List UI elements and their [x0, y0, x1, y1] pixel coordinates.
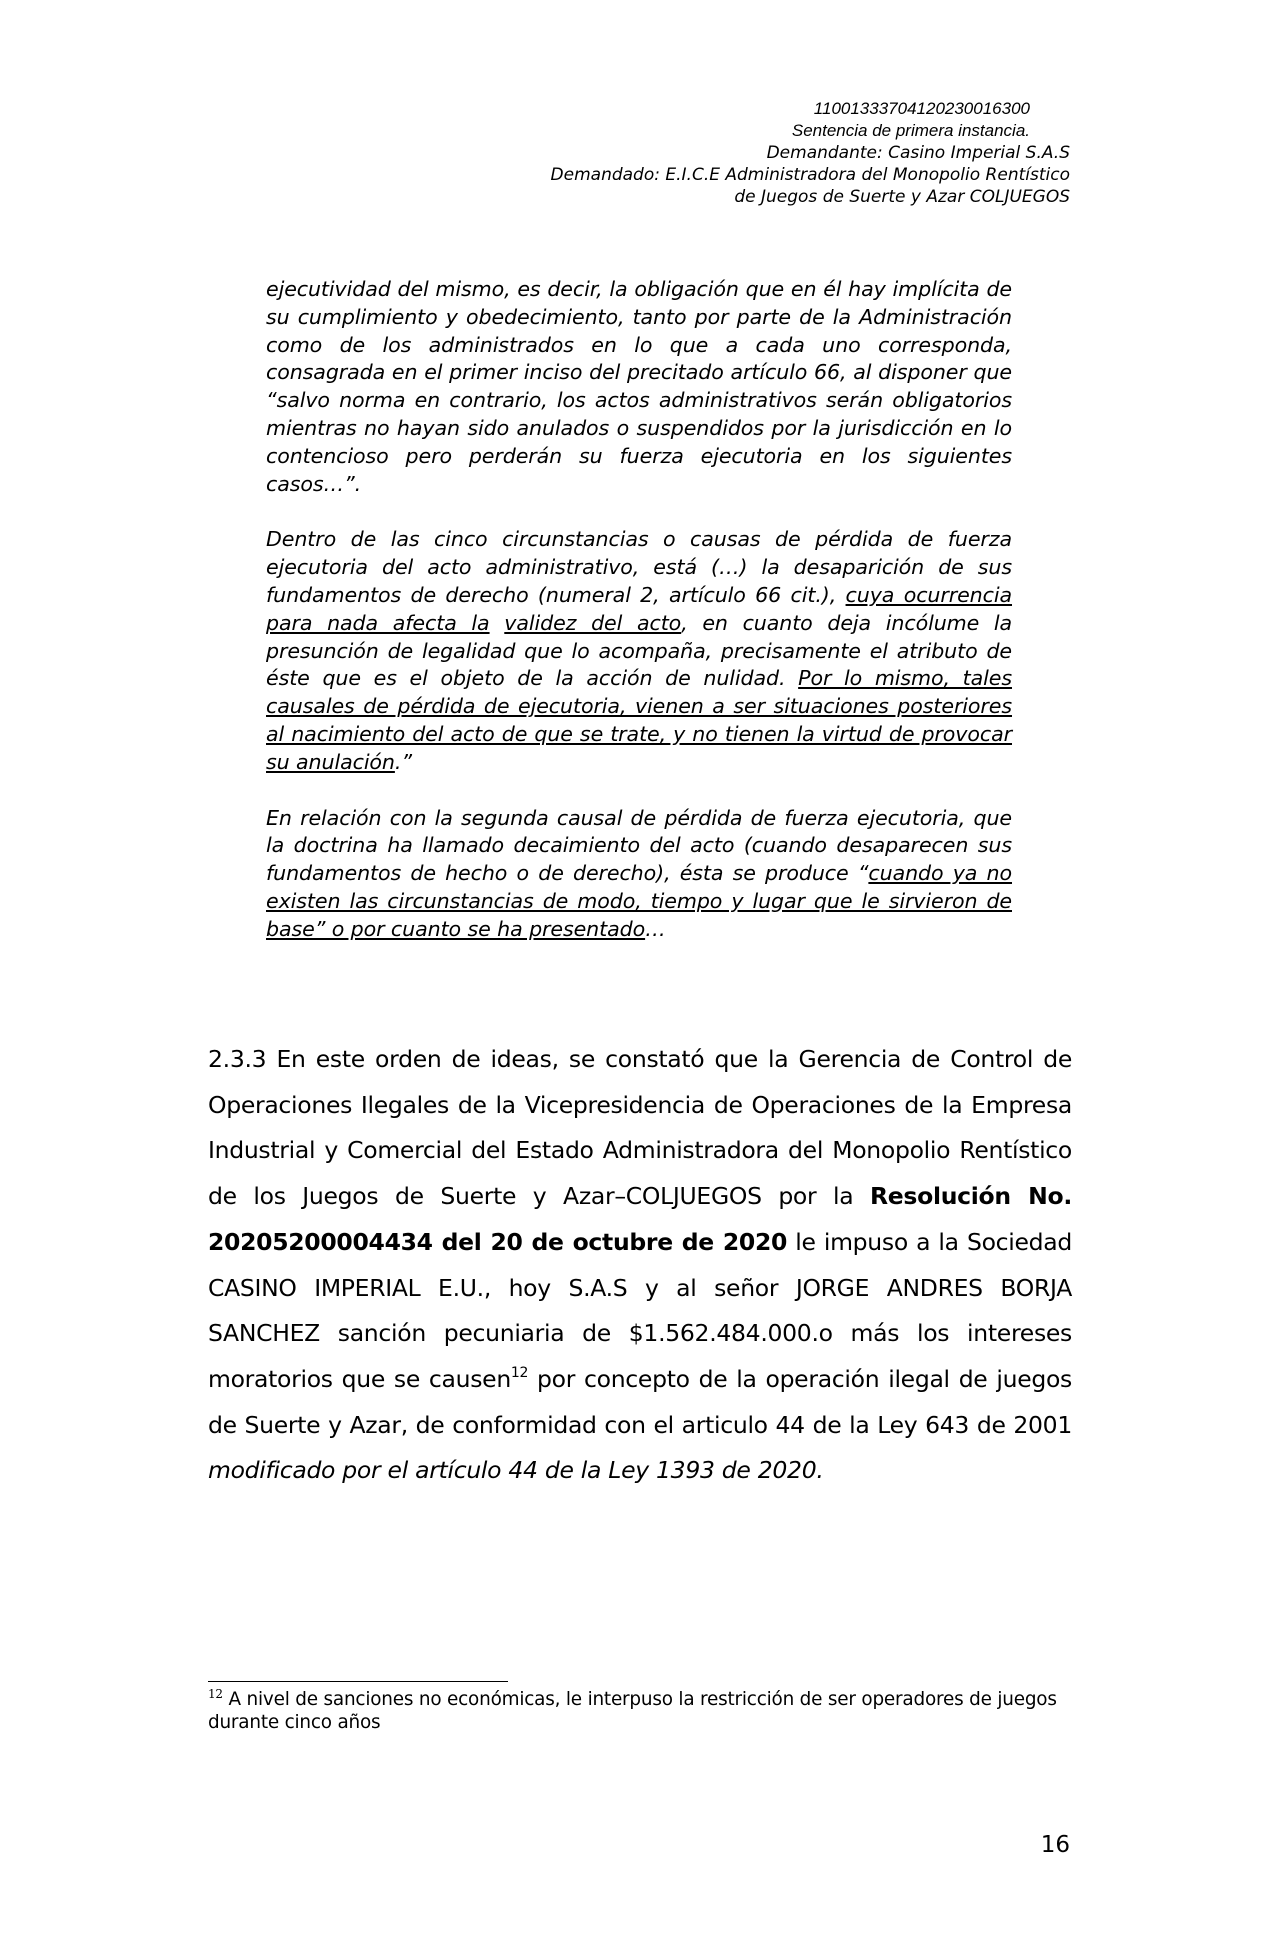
- underlined-text: validez del acto: [504, 610, 682, 635]
- defendant-line-1: Demandado: E.I.C.E Administradora del Monopolio Rentístico: [550, 165, 1070, 185]
- page-number: 16: [1040, 1832, 1070, 1858]
- resolution-reference: Resolución No. 20205200004434 del 20 de octubre de 2020: [208, 1182, 1072, 1256]
- paragraph: [208, 1037, 1072, 1494]
- text-run: 2.3.3 En este orden de ideas, se constató que la Gerencia de Control de Operaciones Ilegales de la Vicepresidencia de Operaciones de la Empresa Industrial y Comercial del Estado Administradora del Monopolio Rentístico de los Juegos de Suerte y Azar–COLJUEGOS por la: [208, 1045, 1072, 1211]
- text-run: .”: [394, 749, 412, 774]
- underlined-text: Por lo mismo, tales causales de pérdida de ejecutoria, vienen a ser situaciones posteriores al nacimiento del acto de que se trate, y no tienen la virtud de provocar su anulación: [266, 666, 1012, 774]
- running-header: [370, 98, 1070, 208]
- text-run: En relación con la segunda causal de pérdida de fuerza ejecutoria, que la doctrina ha llamado decaimiento del acto (cuando desaparecen sus fundamentos de hecho o de derecho), ésta se produce “: [266, 805, 1012, 886]
- document-type: Sentencia de primera instancia.: [791, 121, 1030, 140]
- defendant-line-2: de Juegos de Suerte y Azar COLJUEGOS: [734, 187, 1070, 207]
- quote-paragraph-2: [266, 526, 1012, 776]
- footnote-text: A nivel de sanciones no económicas, le interpuso la restricción de ser operadores de juegos durante cinco años: [208, 1689, 1057, 1733]
- footnote-reference[interactable]: 12: [510, 1364, 529, 1381]
- italic-text: modificado por el artículo 44 de la Ley 1393 de 2020.: [208, 1456, 824, 1485]
- text-run: le impuso a la Sociedad CASINO IMPERIAL E.U., hoy S.A.S y al señor JORGE ANDRES BORJA SANCHEZ sanción pecuniaria de $1.562.484.000.o más los intereses moratorios que se causen: [208, 1227, 1072, 1393]
- text-run: …: [645, 916, 666, 941]
- underlined-text: cuando ya no existen las circunstancias de modo, tiempo y lugar que le sirvieron de base” o por cuanto se ha presentado: [266, 861, 1012, 941]
- plaintiff: Demandante: Casino Imperial S.A.S: [766, 143, 1070, 163]
- footnote-number: 12: [208, 1687, 223, 1701]
- quote-paragraph-3: [266, 805, 1012, 944]
- footnote: [208, 1688, 1072, 1734]
- underlined-text: cuya ocurrencia para nada afecta la: [266, 582, 1012, 635]
- text-run: [490, 611, 505, 635]
- footnote-separator: [208, 1681, 508, 1682]
- text-run: , en cuanto deja incólume la presunción de legalidad que lo acompaña, precisamente el atributo de éste que es el objeto de la acción de nulidad.: [266, 610, 1013, 691]
- text-run: Dentro de las cinco circunstancias o causas de pérdida de fuerza ejecutoria del acto administrativo, está (…) la desaparición de sus fundamentos de derecho (numeral 2, artículo 66 cit.),: [266, 527, 1012, 607]
- block-quote: [266, 276, 1012, 972]
- text-run: por concepto de la operación ilegal de juegos de Suerte y Azar, de conformidad con el articulo 44 de la Ley 643 de 2001: [208, 1364, 1072, 1439]
- case-number: 11001333704120230016300: [813, 99, 1030, 118]
- body-paragraph-2-3-3: [208, 1037, 1072, 1494]
- quote-paragraph-1: ejecutividad del mismo, es decir, la obligación que en él hay implícita de su cumplimiento y obedecimiento, tanto por parte de la Administración como de los administrados en lo que a cada uno corresponda, consagrada en el primer inciso del precitado artículo 66, al disponer que “salvo norma en contrario, los actos administrativos serán obligatorios mientras no hayan sido anulados o suspendidos por la jurisdicción en lo contencioso pero perderán su fuerza ejecutoria en los siguientes casos…”.: [266, 277, 1012, 496]
